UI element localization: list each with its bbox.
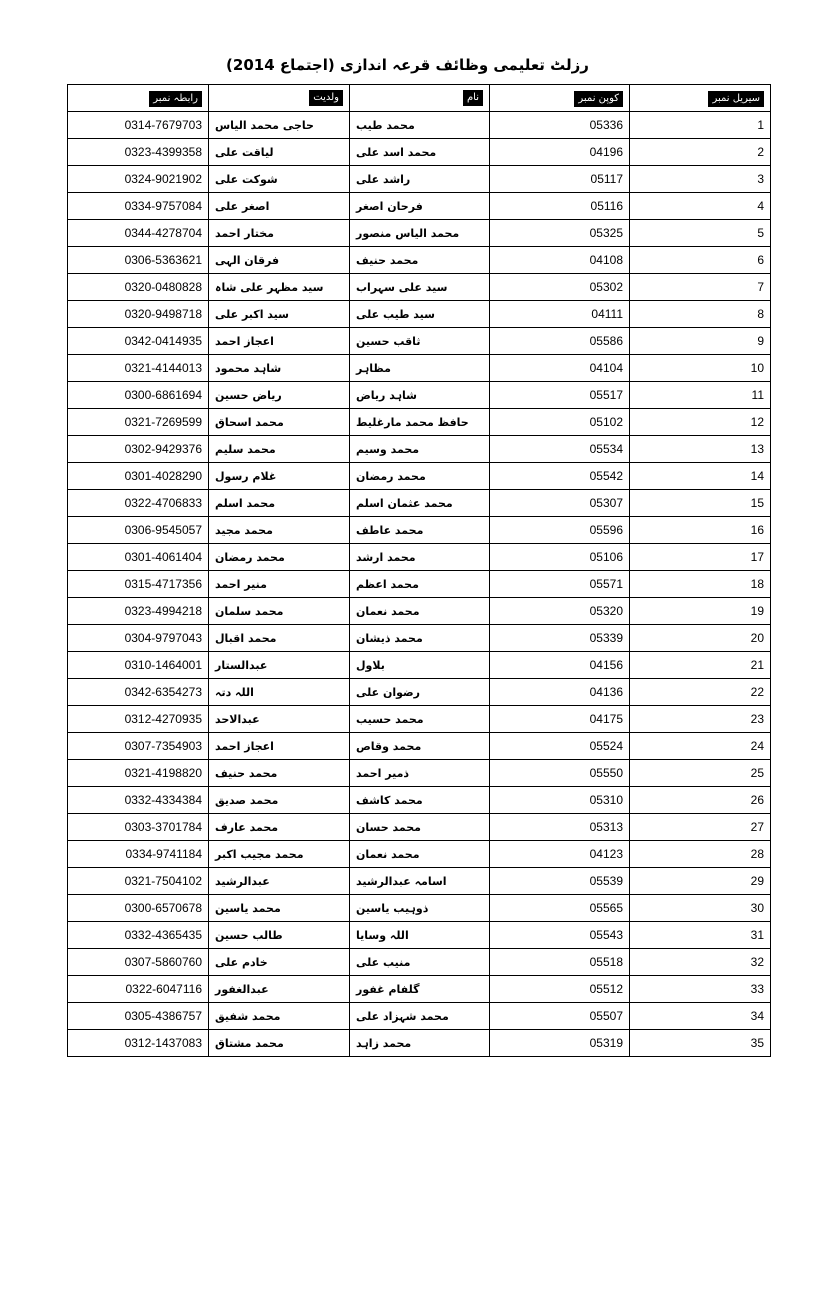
- header-father-label: ولدیت: [309, 90, 343, 106]
- cell-father: اعجاز احمد: [209, 328, 350, 355]
- cell-name: ذوہیب یاسین: [350, 895, 490, 922]
- cell-coupon: 04136: [490, 679, 630, 706]
- cell-name: ذمیر احمد: [350, 760, 490, 787]
- header-coupon: [490, 85, 630, 112]
- cell-coupon: 05534: [490, 436, 630, 463]
- cell-coupon: 05524: [490, 733, 630, 760]
- cell-name: محمد اعظم: [350, 571, 490, 598]
- cell-phone: 0334-9757084: [68, 193, 209, 220]
- cell-name: محمد عاطف: [350, 517, 490, 544]
- cell-coupon: 05586: [490, 328, 630, 355]
- cell-father: مختار احمد: [209, 220, 350, 247]
- header-serial: [630, 85, 771, 112]
- header-serial-label: سیریل نمبر: [708, 91, 764, 107]
- cell-serial: 28: [630, 841, 771, 868]
- table-row: [68, 220, 771, 247]
- table-row: [68, 355, 771, 382]
- table-row: [68, 112, 771, 139]
- cell-father: محمد عارف: [209, 814, 350, 841]
- cell-serial: 23: [630, 706, 771, 733]
- table-row: [68, 706, 771, 733]
- cell-name: محمد حسان: [350, 814, 490, 841]
- cell-serial: 14: [630, 463, 771, 490]
- cell-name: راشد علی: [350, 166, 490, 193]
- cell-serial: 21: [630, 652, 771, 679]
- cell-phone: 0300-6570678: [68, 895, 209, 922]
- table-row: [68, 247, 771, 274]
- cell-father: محمد سلمان: [209, 598, 350, 625]
- table-row: [68, 1030, 771, 1057]
- cell-serial: 18: [630, 571, 771, 598]
- cell-serial: 29: [630, 868, 771, 895]
- cell-phone: 0322-4706833: [68, 490, 209, 517]
- cell-serial: 17: [630, 544, 771, 571]
- cell-phone: 0321-7504102: [68, 868, 209, 895]
- cell-coupon: 04175: [490, 706, 630, 733]
- table-row: [68, 949, 771, 976]
- cell-name: حافظ محمد مارغلیط: [350, 409, 490, 436]
- cell-phone: 0310-1464001: [68, 652, 209, 679]
- cell-serial: 30: [630, 895, 771, 922]
- cell-father: اعجاز احمد: [209, 733, 350, 760]
- cell-phone: 0301-4061404: [68, 544, 209, 571]
- cell-name: رضوان علی: [350, 679, 490, 706]
- cell-name: سید علی سہراب: [350, 274, 490, 301]
- cell-phone: 0321-4198820: [68, 760, 209, 787]
- cell-serial: 33: [630, 976, 771, 1003]
- cell-name: مظاہر: [350, 355, 490, 382]
- cell-phone: 0305-4386757: [68, 1003, 209, 1030]
- cell-coupon: 04123: [490, 841, 630, 868]
- cell-phone: 0342-6354273: [68, 679, 209, 706]
- cell-father: محمد صدیق: [209, 787, 350, 814]
- cell-coupon: 05102: [490, 409, 630, 436]
- table-row: [68, 166, 771, 193]
- table-row: [68, 1003, 771, 1030]
- cell-coupon: 05307: [490, 490, 630, 517]
- cell-coupon: 04156: [490, 652, 630, 679]
- cell-coupon: 05310: [490, 787, 630, 814]
- cell-name: محمد وسیم: [350, 436, 490, 463]
- cell-serial: 25: [630, 760, 771, 787]
- cell-father: عبدالغفور: [209, 976, 350, 1003]
- cell-father: محمد مشتاق: [209, 1030, 350, 1057]
- cell-father: محمد حنیف: [209, 760, 350, 787]
- cell-coupon: 04104: [490, 355, 630, 382]
- table-row: [68, 868, 771, 895]
- cell-coupon: 04111: [490, 301, 630, 328]
- cell-father: محمد مجید: [209, 517, 350, 544]
- cell-father: اصغر علی: [209, 193, 350, 220]
- cell-coupon: 05512: [490, 976, 630, 1003]
- cell-serial: 22: [630, 679, 771, 706]
- cell-serial: 2: [630, 139, 771, 166]
- cell-serial: 3: [630, 166, 771, 193]
- cell-father: عبدالستار: [209, 652, 350, 679]
- cell-father: عبدالاحد: [209, 706, 350, 733]
- cell-coupon: 05313: [490, 814, 630, 841]
- table-row: [68, 544, 771, 571]
- table-row: [68, 409, 771, 436]
- cell-coupon: 05320: [490, 598, 630, 625]
- cell-name: سید طیب علی: [350, 301, 490, 328]
- cell-father: غلام رسول: [209, 463, 350, 490]
- cell-name: فرحان اصغر: [350, 193, 490, 220]
- cell-serial: 31: [630, 922, 771, 949]
- cell-coupon: 04108: [490, 247, 630, 274]
- cell-phone: 0307-5860760: [68, 949, 209, 976]
- table-row: [68, 193, 771, 220]
- cell-name: اسامہ عبدالرشید: [350, 868, 490, 895]
- cell-name: منیب علی: [350, 949, 490, 976]
- cell-name: محمد ارشد: [350, 544, 490, 571]
- cell-phone: 0334-9741184: [68, 841, 209, 868]
- cell-serial: 9: [630, 328, 771, 355]
- cell-father: فرقان الہی: [209, 247, 350, 274]
- table-row: [68, 787, 771, 814]
- cell-coupon: 05596: [490, 517, 630, 544]
- cell-serial: 13: [630, 436, 771, 463]
- cell-phone: 0304-9797043: [68, 625, 209, 652]
- cell-coupon: 05507: [490, 1003, 630, 1030]
- cell-name: گلفام غفور: [350, 976, 490, 1003]
- cell-serial: 26: [630, 787, 771, 814]
- cell-name: محمد الیاس منصور: [350, 220, 490, 247]
- cell-coupon: 05106: [490, 544, 630, 571]
- cell-name: محمد حسیب: [350, 706, 490, 733]
- cell-father: محمد شفیق: [209, 1003, 350, 1030]
- cell-serial: 4: [630, 193, 771, 220]
- cell-father: سید مظہر علی شاہ: [209, 274, 350, 301]
- cell-father: طالب حسین: [209, 922, 350, 949]
- cell-phone: 0342-0414935: [68, 328, 209, 355]
- table-row: [68, 571, 771, 598]
- table-row: [68, 490, 771, 517]
- cell-coupon: 05319: [490, 1030, 630, 1057]
- cell-name: اللہ وسایا: [350, 922, 490, 949]
- cell-phone: 0306-5363621: [68, 247, 209, 274]
- cell-father: شوکت علی: [209, 166, 350, 193]
- cell-phone: 0320-9498718: [68, 301, 209, 328]
- cell-serial: 34: [630, 1003, 771, 1030]
- cell-phone: 0312-4270935: [68, 706, 209, 733]
- table-header-row: [68, 85, 771, 112]
- cell-phone: 0307-7354903: [68, 733, 209, 760]
- cell-coupon: 05336: [490, 112, 630, 139]
- cell-father: محمد اسلم: [209, 490, 350, 517]
- cell-coupon: 05339: [490, 625, 630, 652]
- cell-father: ریاض حسین: [209, 382, 350, 409]
- cell-phone: 0321-4144013: [68, 355, 209, 382]
- header-phone-label: رابطہ نمبر: [149, 91, 202, 107]
- cell-father: حاجی محمد الیاس: [209, 112, 350, 139]
- cell-serial: 6: [630, 247, 771, 274]
- cell-serial: 7: [630, 274, 771, 301]
- cell-name: محمد طیب: [350, 112, 490, 139]
- cell-father: محمد رمضان: [209, 544, 350, 571]
- cell-coupon: 04196: [490, 139, 630, 166]
- cell-serial: 1: [630, 112, 771, 139]
- cell-phone: 0320-0480828: [68, 274, 209, 301]
- cell-name: محمد عثمان اسلم: [350, 490, 490, 517]
- cell-phone: 0300-6861694: [68, 382, 209, 409]
- table-row: [68, 679, 771, 706]
- table-row: [68, 733, 771, 760]
- cell-serial: 8: [630, 301, 771, 328]
- cell-coupon: 05539: [490, 868, 630, 895]
- cell-name: محمد کاشف: [350, 787, 490, 814]
- table-row: [68, 922, 771, 949]
- cell-coupon: 05543: [490, 922, 630, 949]
- cell-coupon: 05550: [490, 760, 630, 787]
- cell-father: لیاقت علی: [209, 139, 350, 166]
- cell-name: محمد حنیف: [350, 247, 490, 274]
- cell-phone: 0324-9021902: [68, 166, 209, 193]
- cell-name: محمد رمضان: [350, 463, 490, 490]
- cell-name: محمد شہزاد علی: [350, 1003, 490, 1030]
- cell-phone: 0302-9429376: [68, 436, 209, 463]
- cell-serial: 27: [630, 814, 771, 841]
- cell-serial: 5: [630, 220, 771, 247]
- table-row: [68, 517, 771, 544]
- table-row: [68, 301, 771, 328]
- header-father: [209, 85, 350, 112]
- cell-father: محمد اسحاق: [209, 409, 350, 436]
- table-row: [68, 760, 771, 787]
- table-row: [68, 976, 771, 1003]
- cell-phone: 0314-7679703: [68, 112, 209, 139]
- cell-father: محمد یاسین: [209, 895, 350, 922]
- cell-phone: 0344-4278704: [68, 220, 209, 247]
- cell-phone: 0312-1437083: [68, 1030, 209, 1057]
- cell-name: محمد نعمان: [350, 841, 490, 868]
- results-table: [67, 84, 771, 1057]
- cell-serial: 19: [630, 598, 771, 625]
- cell-phone: 0322-6047116: [68, 976, 209, 1003]
- header-name: [350, 85, 490, 112]
- cell-phone: 0323-4994218: [68, 598, 209, 625]
- cell-serial: 32: [630, 949, 771, 976]
- cell-phone: 0301-4028290: [68, 463, 209, 490]
- cell-serial: 11: [630, 382, 771, 409]
- page-title: رزلٹ تعلیمی وظائف قرعہ اندازی (اجتماع 2014): [226, 56, 589, 74]
- cell-phone: 0323-4399358: [68, 139, 209, 166]
- cell-father: شاہد محمود: [209, 355, 350, 382]
- table-row: [68, 436, 771, 463]
- cell-serial: 12: [630, 409, 771, 436]
- cell-name: بلاول: [350, 652, 490, 679]
- cell-coupon: 05116: [490, 193, 630, 220]
- cell-father: خادم علی: [209, 949, 350, 976]
- table-row: [68, 463, 771, 490]
- cell-father: اللہ دتہ: [209, 679, 350, 706]
- cell-name: محمد اسد علی: [350, 139, 490, 166]
- cell-phone: 0332-4365435: [68, 922, 209, 949]
- cell-coupon: 05571: [490, 571, 630, 598]
- table-row: [68, 625, 771, 652]
- cell-serial: 10: [630, 355, 771, 382]
- cell-coupon: 05517: [490, 382, 630, 409]
- table-row: [68, 841, 771, 868]
- table-row: [68, 814, 771, 841]
- cell-father: منیر احمد: [209, 571, 350, 598]
- cell-coupon: 05518: [490, 949, 630, 976]
- cell-name: محمد وقاص: [350, 733, 490, 760]
- table-row: [68, 895, 771, 922]
- cell-father: محمد اقبال: [209, 625, 350, 652]
- table-row: [68, 274, 771, 301]
- cell-name: محمد ذیشان: [350, 625, 490, 652]
- cell-phone: 0332-4334384: [68, 787, 209, 814]
- cell-name: شاہد ریاض: [350, 382, 490, 409]
- cell-coupon: 05325: [490, 220, 630, 247]
- cell-father: محمد سلیم: [209, 436, 350, 463]
- table-row: [68, 598, 771, 625]
- cell-serial: 35: [630, 1030, 771, 1057]
- header-phone: [68, 85, 209, 112]
- cell-serial: 20: [630, 625, 771, 652]
- cell-phone: 0315-4717356: [68, 571, 209, 598]
- cell-name: ثاقب حسین: [350, 328, 490, 355]
- table-row: [68, 139, 771, 166]
- table-row: [68, 382, 771, 409]
- cell-coupon: 05565: [490, 895, 630, 922]
- cell-phone: 0306-9545057: [68, 517, 209, 544]
- cell-father: سید اکبر علی: [209, 301, 350, 328]
- cell-serial: 16: [630, 517, 771, 544]
- cell-phone: 0303-3701784: [68, 814, 209, 841]
- header-coupon-label: کوپن نمبر: [574, 91, 623, 107]
- header-name-label: نام: [463, 90, 483, 106]
- cell-name: محمد نعمان: [350, 598, 490, 625]
- cell-father: عبدالرشید: [209, 868, 350, 895]
- cell-coupon: 05542: [490, 463, 630, 490]
- cell-coupon: 05117: [490, 166, 630, 193]
- cell-coupon: 05302: [490, 274, 630, 301]
- cell-serial: 24: [630, 733, 771, 760]
- cell-father: محمد مجیب اکبر: [209, 841, 350, 868]
- table-row: [68, 652, 771, 679]
- cell-serial: 15: [630, 490, 771, 517]
- table-row: [68, 328, 771, 355]
- cell-name: محمد زاہد: [350, 1030, 490, 1057]
- cell-phone: 0321-7269599: [68, 409, 209, 436]
